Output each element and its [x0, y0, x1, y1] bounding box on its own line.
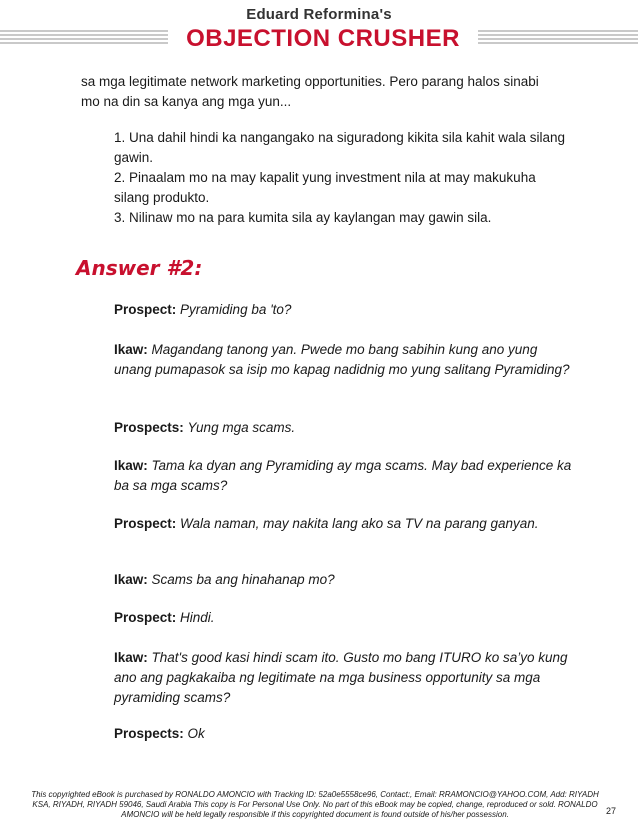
dialog-speaker: Ikaw:	[114, 650, 148, 665]
dialog-speaker: Ikaw:	[114, 342, 148, 357]
dialog-line	[114, 418, 574, 438]
page-header	[0, 0, 638, 60]
dialog-text: Ok	[187, 726, 205, 741]
dialog-speaker: Prospect:	[114, 516, 177, 531]
dialog-line	[114, 570, 574, 590]
numbered-list	[114, 128, 574, 228]
list-item: 3. Nilinaw mo na para kumita sila ay kaylangan may gawin sila.	[114, 210, 492, 225]
answer-heading: Answer #2:	[76, 256, 203, 280]
dialog-text: Tama ka dyan ang Pyramiding ay mga scams. May bad experience ka ba sa mga scams?	[114, 458, 572, 493]
copyright-footer: This copyrighted eBook is purchased by RONALDO AMONCIO with Tracking ID: 52a0e5558ce96, Contact:, Email: RRAMONCIO@YAHOO.COM, Add: RIYADH KSA, RIYADH, RIYADH 59046, Saudi Arabia This copy is For Personal Use Only. No part of this eBook may be copied, change, reproduced or sold. RONALDO AMONCIO will be held legally responsible if this copyrighted document is found outside of his/her possession.	[31, 790, 599, 819]
dialog-text: Scams ba ang hinahanap mo?	[151, 572, 335, 587]
dialog-text: Hindi.	[180, 610, 215, 625]
header-title: OBJECTION CRUSHER	[168, 24, 478, 54]
dialog-speaker: Prospect:	[114, 302, 177, 317]
dialog-text: Magandang tanong yan. Pwede mo bang sabihin kung ano yung unang pumapasok sa isip mo kapag nadidnig mo yung salitang Pyramiding?	[114, 342, 570, 377]
list-item: 1. Una dahil hindi ka nangangako na siguradong kikita sila kahit wala silang gawin.	[114, 130, 566, 165]
dialog-line	[114, 340, 574, 380]
dialog-line	[114, 648, 574, 708]
dialog-text: Pyramiding ba 'to?	[180, 302, 292, 317]
page-number: 27	[606, 806, 617, 816]
dialog-speaker: Prospects:	[114, 420, 184, 435]
dialog-text: Yung mga scams.	[187, 420, 296, 435]
dialog-speaker: Ikaw:	[114, 572, 148, 587]
dialog-text: Wala naman, may nakita lang ako sa TV na parang ganyan.	[180, 516, 539, 531]
dialog-line	[114, 608, 574, 628]
dialog-line	[114, 300, 574, 320]
dialog-line	[114, 514, 574, 534]
header-subtitle: Eduard Reformina's	[246, 6, 392, 23]
list-item: 2. Pinaalam mo na may kapalit yung investment nila at may makukuha silang produkto.	[114, 170, 536, 205]
dialog-speaker: Prospects:	[114, 726, 184, 741]
dialog-line	[114, 456, 574, 496]
intro-paragraph: sa mga legitimate network marketing opportunities. Pero parang halos sinabi mo na din sa kanya ang mga yun...	[81, 74, 539, 109]
dialog-speaker: Prospect:	[114, 610, 177, 625]
dialog-speaker: Ikaw:	[114, 458, 148, 473]
dialog-line	[114, 724, 574, 744]
dialog-text: That's good kasi hindi scam ito. Gusto mo bang ITURO ko sa’yo kung ano ang pagkakaiba ng legitimate na mga business opportunity sa mga pyramiding scams?	[114, 650, 568, 705]
